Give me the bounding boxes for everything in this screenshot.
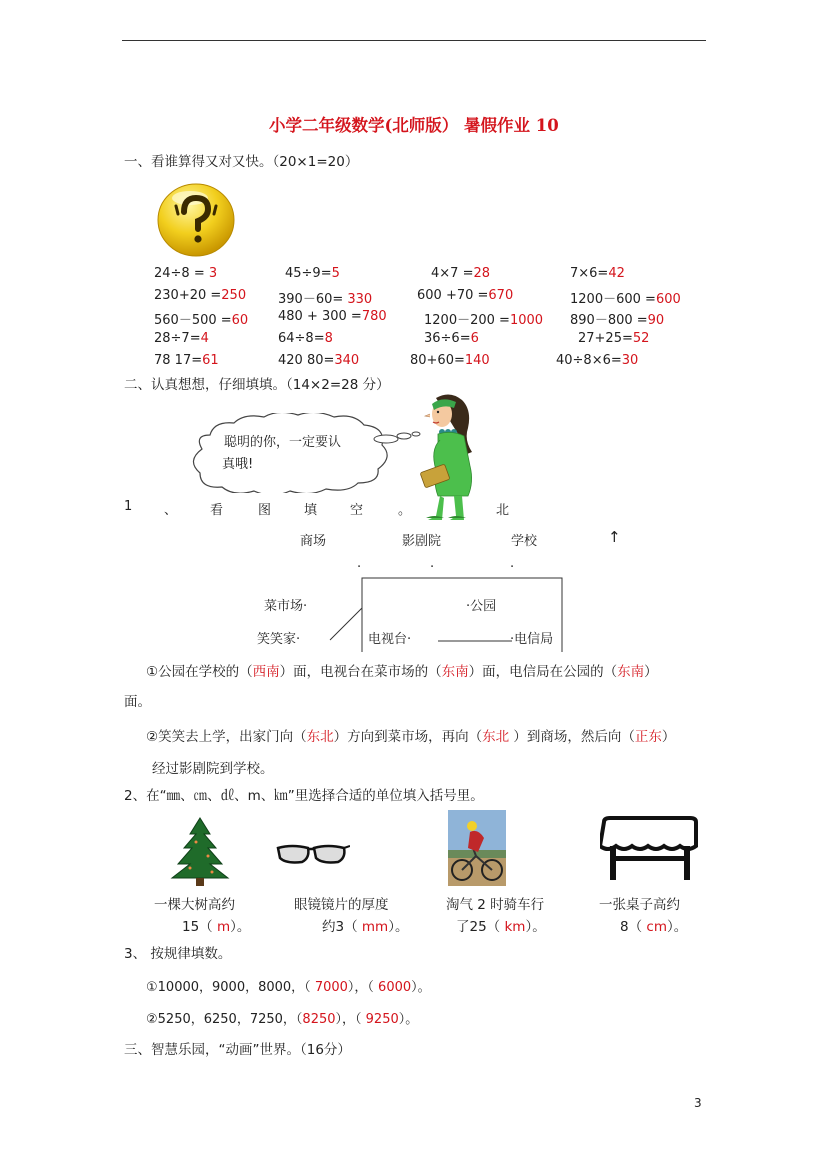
map-dot: · [430,560,435,575]
q1-char: 看 [210,503,224,518]
arith-item: 390－60= 330 [278,292,373,307]
north-arrow-icon: ↑ [608,528,621,546]
page-title: 小学二年级数学(北师版） 暑假作业 10 [269,116,559,135]
sequence-1: ①10000，9000，8000，（ 7000），（ 6000）。 [146,980,431,995]
map-label-gongyuan: ·公园 [466,599,497,614]
arith-item: 36÷6=6 [424,331,479,346]
bubble-line2: 真哦! [222,457,254,472]
q3-heading: 3、 按规律填数。 [124,946,232,962]
arith-item: 40÷8×6=30 [556,353,639,368]
tree-image [166,816,234,888]
q1-char: 填 [304,503,318,518]
answer-2-line1: ②笑笑去上学，出家门向（东北）方向到菜市场，再向（东北 ）到商场，然后向（正东） [146,729,676,745]
arith-item: 890－800 =90 [570,313,665,328]
answer-1-line1: ①公园在学校的（西南）面，电视台在菜市场的（东南）面，电信局在公园的（东南） [146,664,658,680]
north-label: 北 [496,503,510,518]
arith-item: 420 80=340 [278,353,360,368]
map-label-xuexiao: 学校 [511,534,538,549]
arith-item: 28÷7=4 [154,331,209,346]
map-label-shangchang: 商场 [300,534,327,549]
arith-item: 230+20 =250 [154,288,247,303]
map-label-caishichang: 菜市场· [264,599,308,614]
map-label-dianshitai: 电视台· [368,632,412,647]
arith-item: 24÷8 = 3 [154,266,218,281]
arith-item: 27+25=52 [578,331,650,346]
map-label-xiaoxiaojia: 笑笑家· [257,632,301,647]
arith-item: 78 17=61 [154,353,219,368]
sequence-2: ②5250，6250，7250，（8250），（ 9250）。 [146,1012,419,1027]
q1-char: 空 [350,503,364,518]
unit-caption: 眼镜镜片的厚度 [294,897,389,913]
page-number: 3 [694,1096,702,1110]
arith-item: 600 +70 =670 [417,288,514,303]
unit-answer: 了25（ km）。 [456,919,546,935]
cyclist-image [448,810,506,886]
q1-char: 、 [164,503,178,518]
unit-answer: 约3（ mm）。 [322,919,409,935]
arith-item: 1200－600 =600 [570,292,681,307]
arith-item: 480 + 300 =780 [278,309,387,324]
section3-heading: 三、智慧乐园，“动画”世界。（16分） [124,1042,351,1058]
arith-item: 80+60=140 [410,353,490,368]
arith-item: 1200－200 =1000 [424,313,544,328]
glasses-image [276,840,350,866]
unit-answer: 15（ m）。 [182,919,251,935]
arith-item: 45÷9=5 [285,266,340,281]
map-dot: · [357,560,362,575]
arith-item: 4×7 =28 [431,266,491,281]
arith-item: 560－500 =60 [154,313,249,328]
arith-item: 64÷8=8 [278,331,333,346]
bubble-line1: 聪明的你，一定要认 [224,435,342,450]
q1-char: 。 [398,503,412,518]
map-dot: · [510,560,515,575]
q1-char: 1 [124,499,133,514]
section1-heading: 一、看谁算得又对又快。（20×1=20） [124,154,359,170]
map-label-dianxinju: ·电信局 [510,632,554,647]
map-label-yingjuyuan: 影剧院 [402,534,442,549]
unit-caption: 一棵大树高约 [154,897,235,913]
table-image [600,816,700,882]
q2-heading: 2、在“㎜、㎝、㎗、m、㎞”里选择合适的单位填入括号里。 [124,788,484,804]
q1-char: 图 [258,503,272,518]
arith-item: 7×6=42 [570,266,625,281]
answer-1-line2: 面。 [124,694,151,710]
unit-caption: 一张桌子高约 [599,897,680,913]
section2-heading: 二、认真想想，仔细填填。（14×2=28 分） [124,377,390,393]
unit-answer: 8（ cm）。 [620,919,688,935]
answer-2-line2: 经过影剧院到学校。 [152,761,274,777]
unit-caption: 淘气 2 时骑车行 [446,897,545,913]
